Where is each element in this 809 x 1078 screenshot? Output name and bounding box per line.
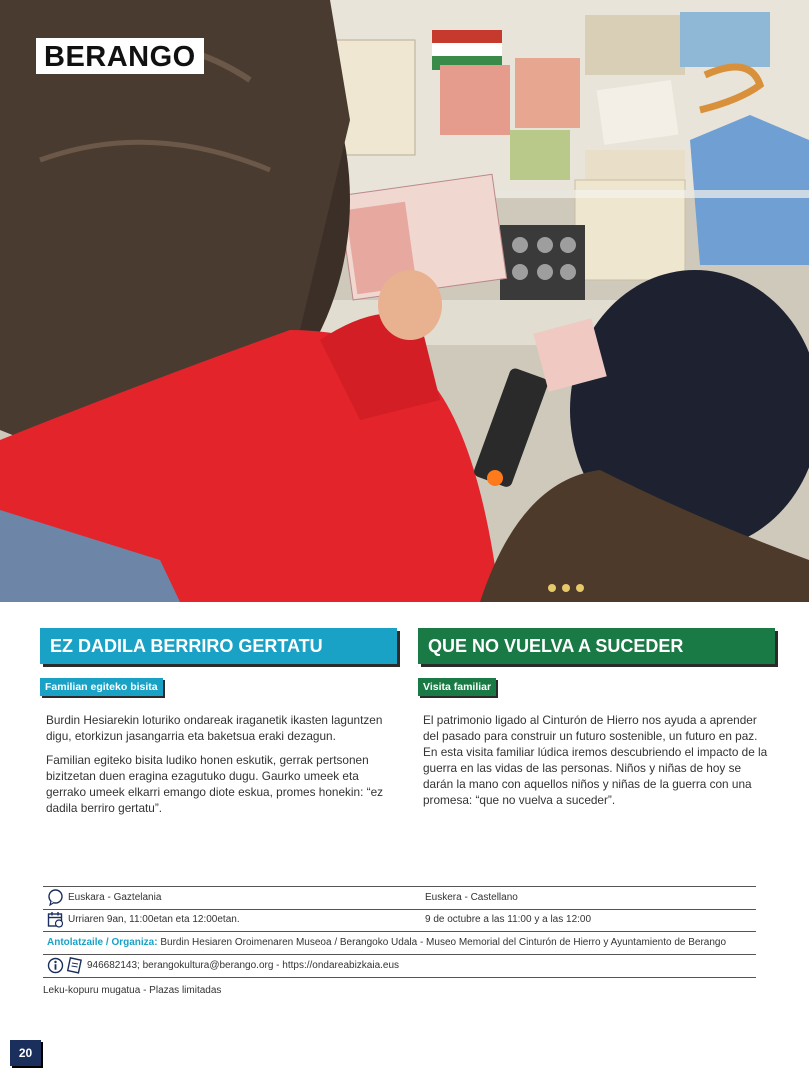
ticket-icon <box>67 957 83 974</box>
basque-title: EZ DADILA BERRIRO GERTATU <box>40 628 397 664</box>
language-row <box>43 886 756 910</box>
basque-paragraph: Burdin Hesiarekin loturiko ondareak iraganetik ikasten laguntzen digu, etorkizun jasangarria eta baketsua eraki dezagun. <box>46 713 383 743</box>
date-row <box>43 909 756 932</box>
contact-text: 946682143; berangokultura@berango.org - https://ondareabizkaia.eus <box>87 960 400 971</box>
organizer-row <box>43 932 756 955</box>
spanish-tag: Visita familiar <box>418 678 496 696</box>
page-number: 20 <box>10 1040 41 1066</box>
date-eu: Urriaren 9an, 11:00etan eta 12:00etan. <box>68 914 240 925</box>
organizer-text: Burdin Hesiaren Oroimenaren Museoa / Berangoko Udala - Museo Memorial del Cinturón de Hierro y Ayuntamiento de Berango <box>160 937 727 948</box>
spanish-body <box>423 712 773 816</box>
town-label: BERANGO <box>36 38 204 74</box>
speech-bubble-icon <box>47 889 64 906</box>
spanish-paragraph: El patrimonio ligado al Cinturón de Hierro nos ayuda a aprender del pasado para construir un futuro sostenible, un futuro en paz. En esta visita familiar lúdica iremos descubriendo el impacto de la guerra en las vidas de las personas. Niños y niñas de hoy se darán la mano con aquellos niños y niñas de la guerra con una promesa: “que no vuelva a suceder”. <box>423 713 768 807</box>
date-es: 9 de octubre a las 11:00 y a las 12:00 <box>425 914 592 925</box>
spanish-title: QUE NO VUELVA A SUCEDER <box>418 628 775 664</box>
language-es: Euskera - Castellano <box>425 892 518 903</box>
organizer-label: Antolatzaile / Organiza: <box>47 937 158 948</box>
language-eu: Euskara - Gaztelania <box>68 892 162 903</box>
basque-body <box>46 712 391 824</box>
limited-places-note: Leku-kopuru mugatua - Plazas limitadas <box>43 985 222 996</box>
contact-row <box>43 955 756 978</box>
basque-tag: Familian egiteko bisita <box>40 678 163 696</box>
calendar-icon <box>47 911 64 928</box>
basque-paragraph: Familian egiteko bisita ludiko honen eskutik, gerrak pertsonen bizitzetan duen eragina ezagutuko dugu. Gaurko umeek eta gerrako umeek elkarri emango diote eskua, promes honekin: “ez dadila berriro gertatu”. <box>46 753 384 815</box>
info-icon <box>47 957 64 974</box>
